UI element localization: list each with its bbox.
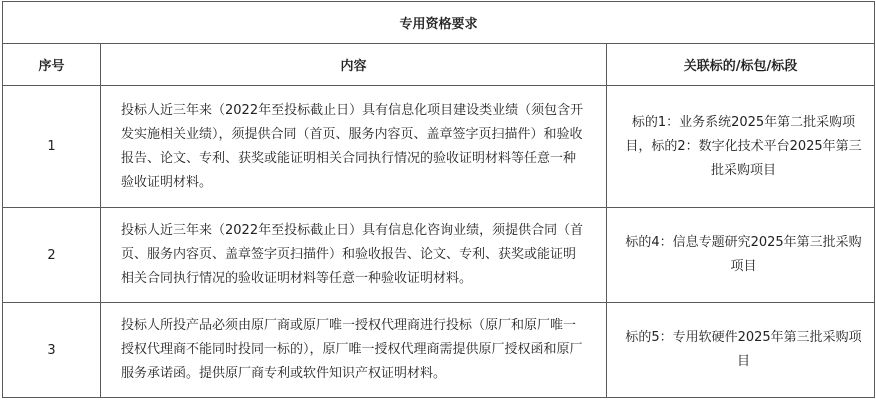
row-lots: 标的5：专用软硬件2025年第三批采购项目 xyxy=(607,303,875,398)
row-lots: 标的1：业务系统2025年第二批采购项目，标的2：数字化技术平台2025年第三批采购项目 xyxy=(607,86,875,208)
qualification-table xyxy=(2,1,875,398)
table-row xyxy=(3,303,875,398)
row-content: 投标人近三年来（2022年至投标截止日）具有信息化咨询业绩，须提供合同（首页、服务内容页、盖章签字页扫描件）和验收报告、论文、专利、获奖或能证明相关合同执行情况的验收证明材料等任意一种验收证明材料。 xyxy=(101,208,607,303)
row-seq: 3 xyxy=(3,303,101,398)
header-row xyxy=(3,44,875,86)
header-lots: 关联标的/标包/标段 xyxy=(607,44,875,86)
header-seq: 序号 xyxy=(3,44,101,86)
table-title-row xyxy=(3,2,875,44)
header-content: 内容 xyxy=(101,44,607,86)
row-lots: 标的4：信息专题研究2025年第三批采购项目 xyxy=(607,208,875,303)
row-seq: 2 xyxy=(3,208,101,303)
row-seq: 1 xyxy=(3,86,101,208)
row-content: 投标人所投产品必须由原厂商或原厂唯一授权代理商进行投标（原厂和原厂唯一授权代理商不能同时投同一标的），原厂唯一授权代理商需提供原厂授权函和原厂服务承诺函。提供原厂商专利或软件知识产权证明材料。 xyxy=(101,303,607,398)
row-content: 投标人近三年来（2022年至投标截止日）具有信息化项目建设类业绩（须包含开发实施相关业绩），须提供合同（首页、服务内容页、盖章签字页扫描件）和验收报告、论文、专利、获奖或能证明相关合同执行情况的验收证明材料等任意一种验收证明材料。 xyxy=(101,86,607,208)
table-title: 专用资格要求 xyxy=(3,2,875,44)
table-row xyxy=(3,208,875,303)
table-row xyxy=(3,86,875,208)
